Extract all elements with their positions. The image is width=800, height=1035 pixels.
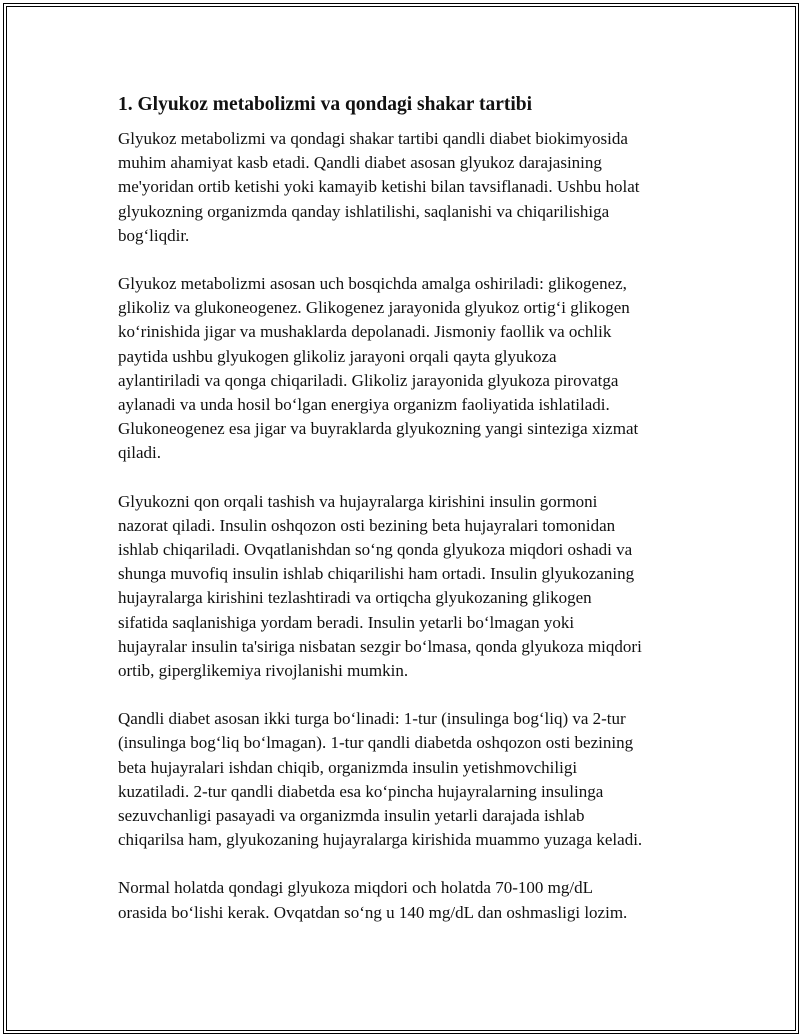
text-line: qiladi. xyxy=(118,443,161,463)
text-line: hujayralar insulin ta'siriga nisbatan sezgir bo‘lmasa, qonda glyukoza miqdori xyxy=(118,636,642,656)
paragraph-3 xyxy=(118,490,688,684)
text-line: beta hujayralari ishdan chiqib, organizmda insulin yetishmovchiligi xyxy=(118,757,578,777)
text-line: Glyukoz metabolizmi va qondagi shakar tartibi qandli diabet biokimyosida xyxy=(118,129,628,148)
text-line: ishlab chiqariladi. Ovqatlanishdan so‘ng qonda glyukoza miqdori oshadi va xyxy=(118,540,633,560)
text-line: sezuvchanligi pasayadi va organizmda insulin yetarli darajada ishlab xyxy=(118,806,585,826)
text-line: me'yoridan ortib ketishi yoki kamayib ketishi bilan tavsiflanadi. Ushbu holat xyxy=(118,177,640,197)
document-body xyxy=(118,92,688,949)
text-line: Normal holatda qondagi glyukoza miqdori och holatda 70-100 mg/dL xyxy=(118,878,593,898)
section-heading: 1. Glyukoz metabolizmi va qondagi shakar tartibi xyxy=(118,94,533,115)
text-line: ko‘rinishida jigar va mushaklarda depolanadi. Jismoniy faollik va ochlik xyxy=(118,322,612,342)
text-line: glikoliz va glukoneogenez. Glikogenez jarayonida glyukoz ortig‘i glikogen xyxy=(118,298,630,318)
text-line: paytida ushbu glyukogen glikoliz jarayoni orqali qayta glyukoza xyxy=(118,346,557,366)
paragraph-5 xyxy=(118,876,688,924)
text-line: (insulinga bog‘liq bo‘lmagan). 1-tur qandli diabetda oshqozon osti bezining xyxy=(118,733,634,753)
text-line: Glyukozni qon orqali tashish va hujayralarga kirishini insulin gormoni xyxy=(118,491,598,511)
paragraph-1 xyxy=(118,127,688,248)
text-line: kuzatiladi. 2-tur qandli diabetda esa ko‘pincha hujayralarning insulinga xyxy=(118,781,604,801)
text-line: Glukoneogenez esa jigar va buyraklarda glyukozning yangi sinteziga xizmat xyxy=(118,419,639,439)
text-line: aylantiriladi va qonga chiqariladi. Glikoliz jarayonida glyukoza pirovatga xyxy=(118,370,619,390)
text-line: nazorat qiladi. Insulin oshqozon osti bezining beta hujayralari tomonidan xyxy=(118,515,616,535)
text-line: muhim ahamiyat kasb etadi. Qandli diabet asosan glyukoz darajasining xyxy=(118,153,602,173)
text-line: chiqarilsa ham, glyukozaning hujayralarga kirishida muammo yuzaga keladi. xyxy=(118,830,643,850)
text-line: glyukozning organizmda qanday ishlatilishi, saqlanishi va chiqarilishiga xyxy=(118,201,610,221)
text-line: Qandli diabet asosan ikki turga bo‘linadi: 1-tur (insulinga bog‘liq) va 2-tur xyxy=(118,709,626,729)
text-line: ortib, giperglikemiya rivojlanishi mumkin. xyxy=(118,661,409,681)
paragraph-4 xyxy=(118,707,688,852)
text-line: aylanadi va unda hosil bo‘lgan energiya organizm faoliyatida ishlatiladi. xyxy=(118,395,610,415)
text-line: bog‘liqdir. xyxy=(118,225,190,245)
text-line: shunga muvofiq insulin ishlab chiqarilishi ham ortadi. Insulin glyukozaning xyxy=(118,564,635,584)
text-line: orasida bo‘lishi kerak. Ovqatdan so‘ng u 140 mg/dL dan oshmasligi lozim. xyxy=(118,902,628,922)
text-line: hujayralarga kirishini tezlashtiradi va ortiqcha glyukozaning glikogen xyxy=(118,588,592,608)
text-line: Glyukoz metabolizmi asosan uch bosqichda amalga oshiriladi: glikogenez, xyxy=(118,274,627,294)
text-line: sifatida saqlanishiga yordam beradi. Insulin yetarli bo‘lmagan yoki xyxy=(118,612,575,632)
paragraph-2 xyxy=(118,272,688,466)
